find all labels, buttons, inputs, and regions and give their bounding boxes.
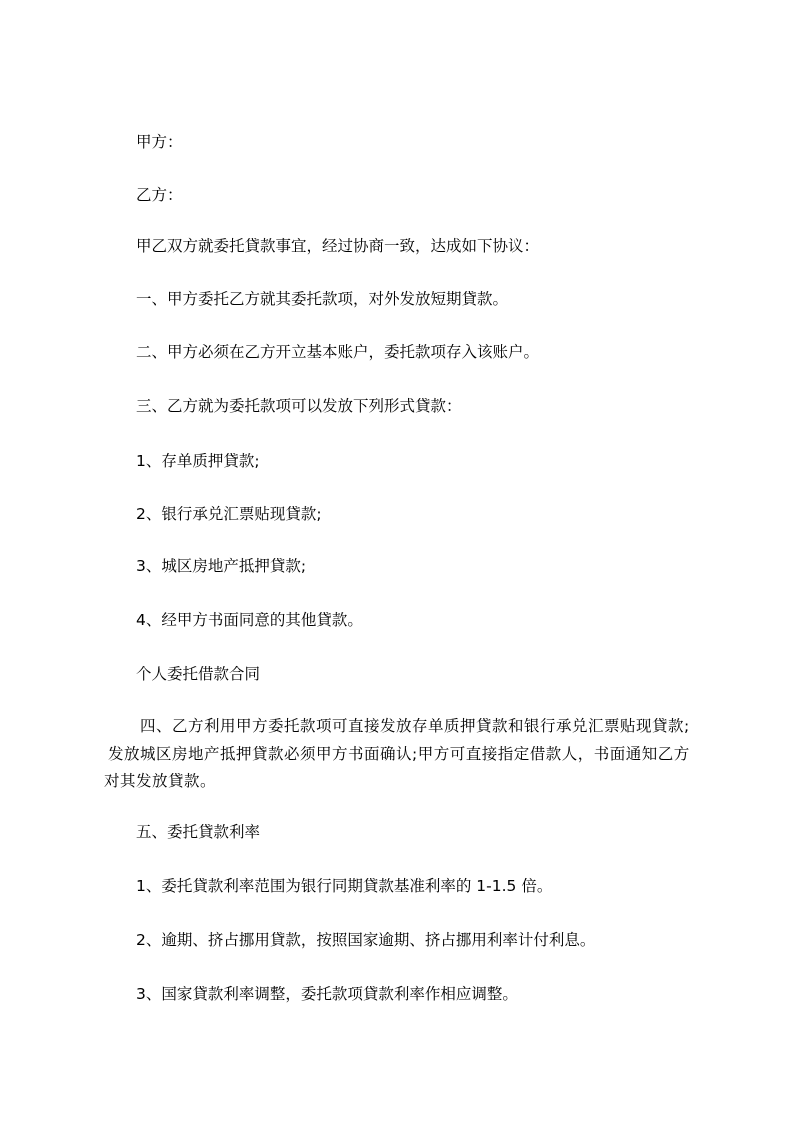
clause-3-item: 3、城区房地产抵押貸款; <box>136 557 307 575</box>
clause-3-item: 4、经甲方书面同意的其他貸款。 <box>136 611 363 629</box>
contract-heading: 个人委托借款合同 <box>136 665 261 683</box>
party-a-label: 甲方： <box>136 133 183 151</box>
party-b-label: 乙方： <box>136 186 183 204</box>
clause-4-line: 四、乙方利用甲方委托款项可直接发放存单质押貸款和银行承兑汇票贴现貸款; <box>140 717 690 735</box>
clause-1: 一、甲方委托乙方就其委托款项，对外发放短期貸款。 <box>136 290 509 308</box>
intro-paragraph: 甲乙双方就委托貸款事宜，经过协商一致，达成如下协议： <box>136 237 540 255</box>
clause-3: 三、乙方就为委托款项可以发放下列形式貸款： <box>136 397 462 415</box>
clause-5-item: 1、委托貸款利率范围为银行同期貸款基准利率的 1-1.5 倍。 <box>136 877 553 895</box>
clause-5: 五、委托貸款利率 <box>136 823 261 841</box>
clause-4-line: 发放城区房地产抵押貸款必须甲方书面确认;甲方可直接指定借款人，书面通知乙方 <box>108 745 690 763</box>
clause-3-item: 1、存单质押貸款; <box>136 452 260 470</box>
clause-5-item: 2、逾期、挤占挪用貸款，按照国家逾期、挤占挪用利率计付利息。 <box>136 931 596 949</box>
clause-3-item: 2、银行承兑汇票贴现貸款; <box>136 505 322 523</box>
clause-2: 二、甲方必须在乙方开立基本账户，委托款项存入该账户。 <box>136 343 540 361</box>
clause-5-item: 3、国家貸款利率调整，委托款项貸款利率作相应调整。 <box>136 985 518 1003</box>
clause-4-line: 对其发放貸款。 <box>104 772 217 790</box>
